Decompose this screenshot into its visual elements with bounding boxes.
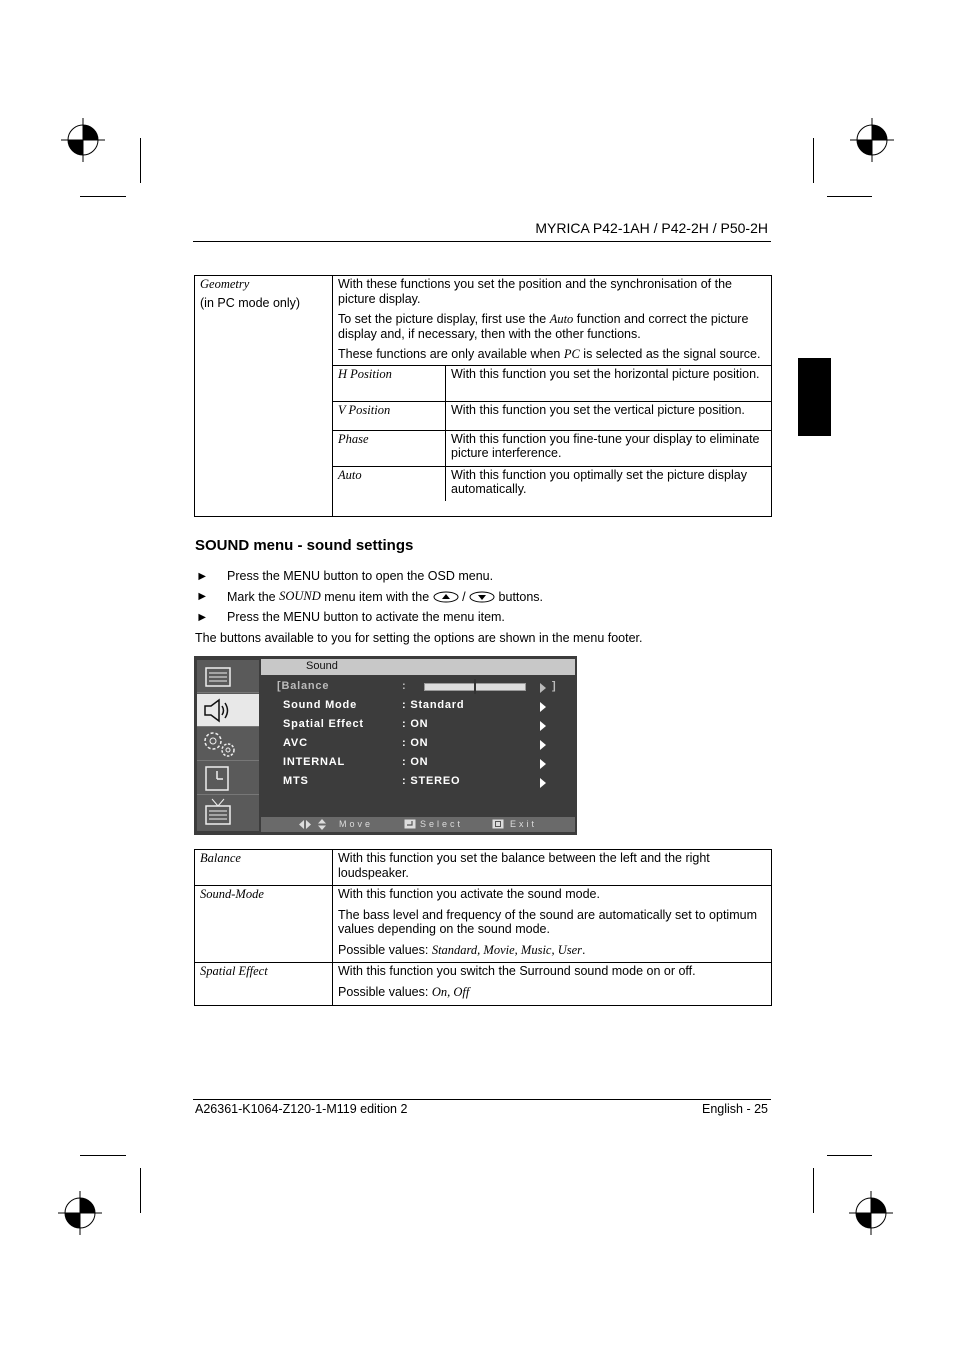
geometry-desc-cell (333, 276, 772, 517)
phase-desc: With this function you fine-tune your display to eliminate picture interference. (446, 430, 772, 466)
table-row (333, 466, 771, 501)
osd-balance-slider[interactable] (424, 683, 526, 691)
sound-settings-table (194, 849, 772, 1006)
osd-titlebar (261, 659, 575, 675)
down-button-icon (469, 591, 495, 603)
geometry-desc-1: With these functions you set the position and the synchronisation of the picture display. (338, 277, 732, 306)
table-row (333, 401, 771, 430)
exit-key-icon (492, 819, 504, 829)
geometry-subtable (333, 365, 771, 502)
up-button-icon (433, 591, 459, 603)
osd-item-arrow[interactable] (540, 702, 546, 712)
spatial-effect-term: Spatial Effect (195, 963, 333, 1006)
osd-footer-exit: Exit (510, 819, 538, 829)
osd-item-mts-value: : STEREO (402, 775, 461, 787)
geometry-table (194, 275, 772, 517)
osd-balance-label[interactable]: [Balance (277, 680, 330, 692)
crop-line (80, 1155, 126, 1156)
move-arrows-icon (299, 819, 331, 830)
spatial-effect-desc-1: With this function you switch the Surround sound mode on or off. (338, 964, 696, 978)
select-key-icon (404, 819, 416, 829)
osd-item-arrow[interactable] (540, 778, 546, 788)
speaker-icon[interactable] (197, 694, 259, 727)
bullet-marker: ► (196, 610, 209, 624)
table-row (333, 365, 771, 401)
osd-balance-colon: : (402, 680, 407, 692)
sound-mode-desc-1: With this function you activate the sound mode. (338, 887, 600, 901)
crop-line (827, 196, 872, 197)
geometry-term-cell (195, 276, 333, 517)
geometry-desc-3: These functions are only available when PC is selected as the signal source. (338, 347, 761, 361)
document-id: A26361-K1064-Z120-1-M119 edition 2 (195, 1102, 408, 1116)
spatial-effect-values: Possible values: On, Off (338, 984, 470, 999)
osd-item-sound-mode-value: : Standard (402, 699, 465, 711)
crop-line (827, 1155, 872, 1156)
table-row (195, 886, 772, 963)
table-row (195, 850, 772, 886)
bullet-marker: ► (196, 589, 209, 603)
osd-balance-arrow[interactable] (540, 683, 546, 693)
geometry-note: (in PC mode only) (200, 295, 301, 310)
osd-item-spatial-effect-label[interactable]: Spatial Effect (283, 718, 364, 730)
osd-item-spatial-effect-value: : ON (402, 718, 429, 730)
osd-item-arrow[interactable] (540, 740, 546, 750)
sound-mode-term: Sound-Mode (195, 886, 333, 963)
crop-line (140, 1168, 141, 1213)
tv-icon[interactable] (197, 796, 259, 829)
osd-item-mts-label[interactable]: MTS (283, 775, 309, 787)
footer-rule (193, 1099, 771, 1100)
step-2: Mark the SOUND menu item with the / buttons. (227, 589, 544, 604)
crop-line (80, 196, 126, 197)
geometry-desc-2: To set the picture display, first use the Auto function and correct the picture display and, if necessary, then with the other functions. (338, 312, 749, 341)
sound-mode-desc-cell (333, 886, 772, 963)
registration-mark-bottom-right (849, 1191, 893, 1235)
v-position-desc: With this function you set the vertical picture position. (446, 401, 772, 430)
balance-term: Balance (195, 850, 333, 886)
geometry-term: Geometry (200, 277, 250, 291)
osd-balance-bracket: ] (552, 680, 557, 692)
section-heading: SOUND menu - sound settings (195, 537, 414, 554)
step-1: Press the MENU button to open the OSD menu. (227, 569, 494, 583)
osd-title: Sound (306, 660, 338, 672)
osd-sidebar (197, 660, 259, 831)
crop-line (140, 138, 141, 183)
osd-footer-move: Move (339, 819, 374, 829)
auto-term: Auto (333, 466, 446, 501)
step-3: Press the MENU button to activate the menu item. (227, 610, 505, 624)
osd-footer (261, 817, 575, 832)
table-row (195, 963, 772, 1006)
picture-icon[interactable] (197, 660, 259, 693)
bullet-marker: ► (196, 569, 209, 583)
osd-item-arrow[interactable] (540, 759, 546, 769)
balance-desc: With this function you set the balance between the left and the right loudspeaker. (333, 850, 772, 886)
page-header-title: MYRICA P42-1AH / P42-2H / P50-2H (535, 220, 768, 236)
spatial-effect-desc-cell (333, 963, 772, 1006)
phase-term: Phase (333, 430, 446, 466)
sound-mode-values: Possible values: Standard, Movie, Music, User. (338, 942, 586, 957)
osd-item-avc-label[interactable]: AVC (283, 737, 308, 749)
osd-item-internal-label[interactable]: INTERNAL (283, 756, 346, 768)
osd-item-sound-mode-label[interactable]: Sound Mode (283, 699, 357, 711)
osd-item-avc-value: : ON (402, 737, 429, 749)
clock-icon[interactable] (197, 762, 259, 795)
sound-mode-desc-2: The bass level and frequency of the sound are automatically set to optimum values depending on the sound mode. (338, 907, 757, 936)
crop-line (813, 138, 814, 183)
page-number: English - 25 (701, 1102, 768, 1116)
settings-gears-icon[interactable] (197, 728, 259, 761)
section-thumb-tab (798, 358, 831, 436)
table-row (333, 430, 771, 466)
v-position-term: V Position (333, 401, 446, 430)
header-rule (193, 241, 771, 242)
osd-footer-select: Select (420, 819, 464, 829)
osd-balance-slider-thumb[interactable] (474, 679, 476, 694)
registration-mark-top-left (61, 118, 105, 162)
crop-line (813, 1168, 814, 1213)
osd-item-arrow[interactable] (540, 721, 546, 731)
registration-mark-bottom-left (58, 1191, 102, 1235)
osd-item-internal-value: : ON (402, 756, 429, 768)
menu-footer-note: The buttons available to you for setting the options are shown in the menu footer. (195, 631, 643, 645)
osd-sound-menu-screenshot (194, 656, 577, 835)
h-position-term: H Position (333, 365, 446, 401)
h-position-desc: With this function you set the horizontal picture position. (446, 365, 772, 401)
registration-mark-top-right (850, 118, 894, 162)
auto-desc: With this function you optimally set the picture display automatically. (446, 466, 772, 501)
